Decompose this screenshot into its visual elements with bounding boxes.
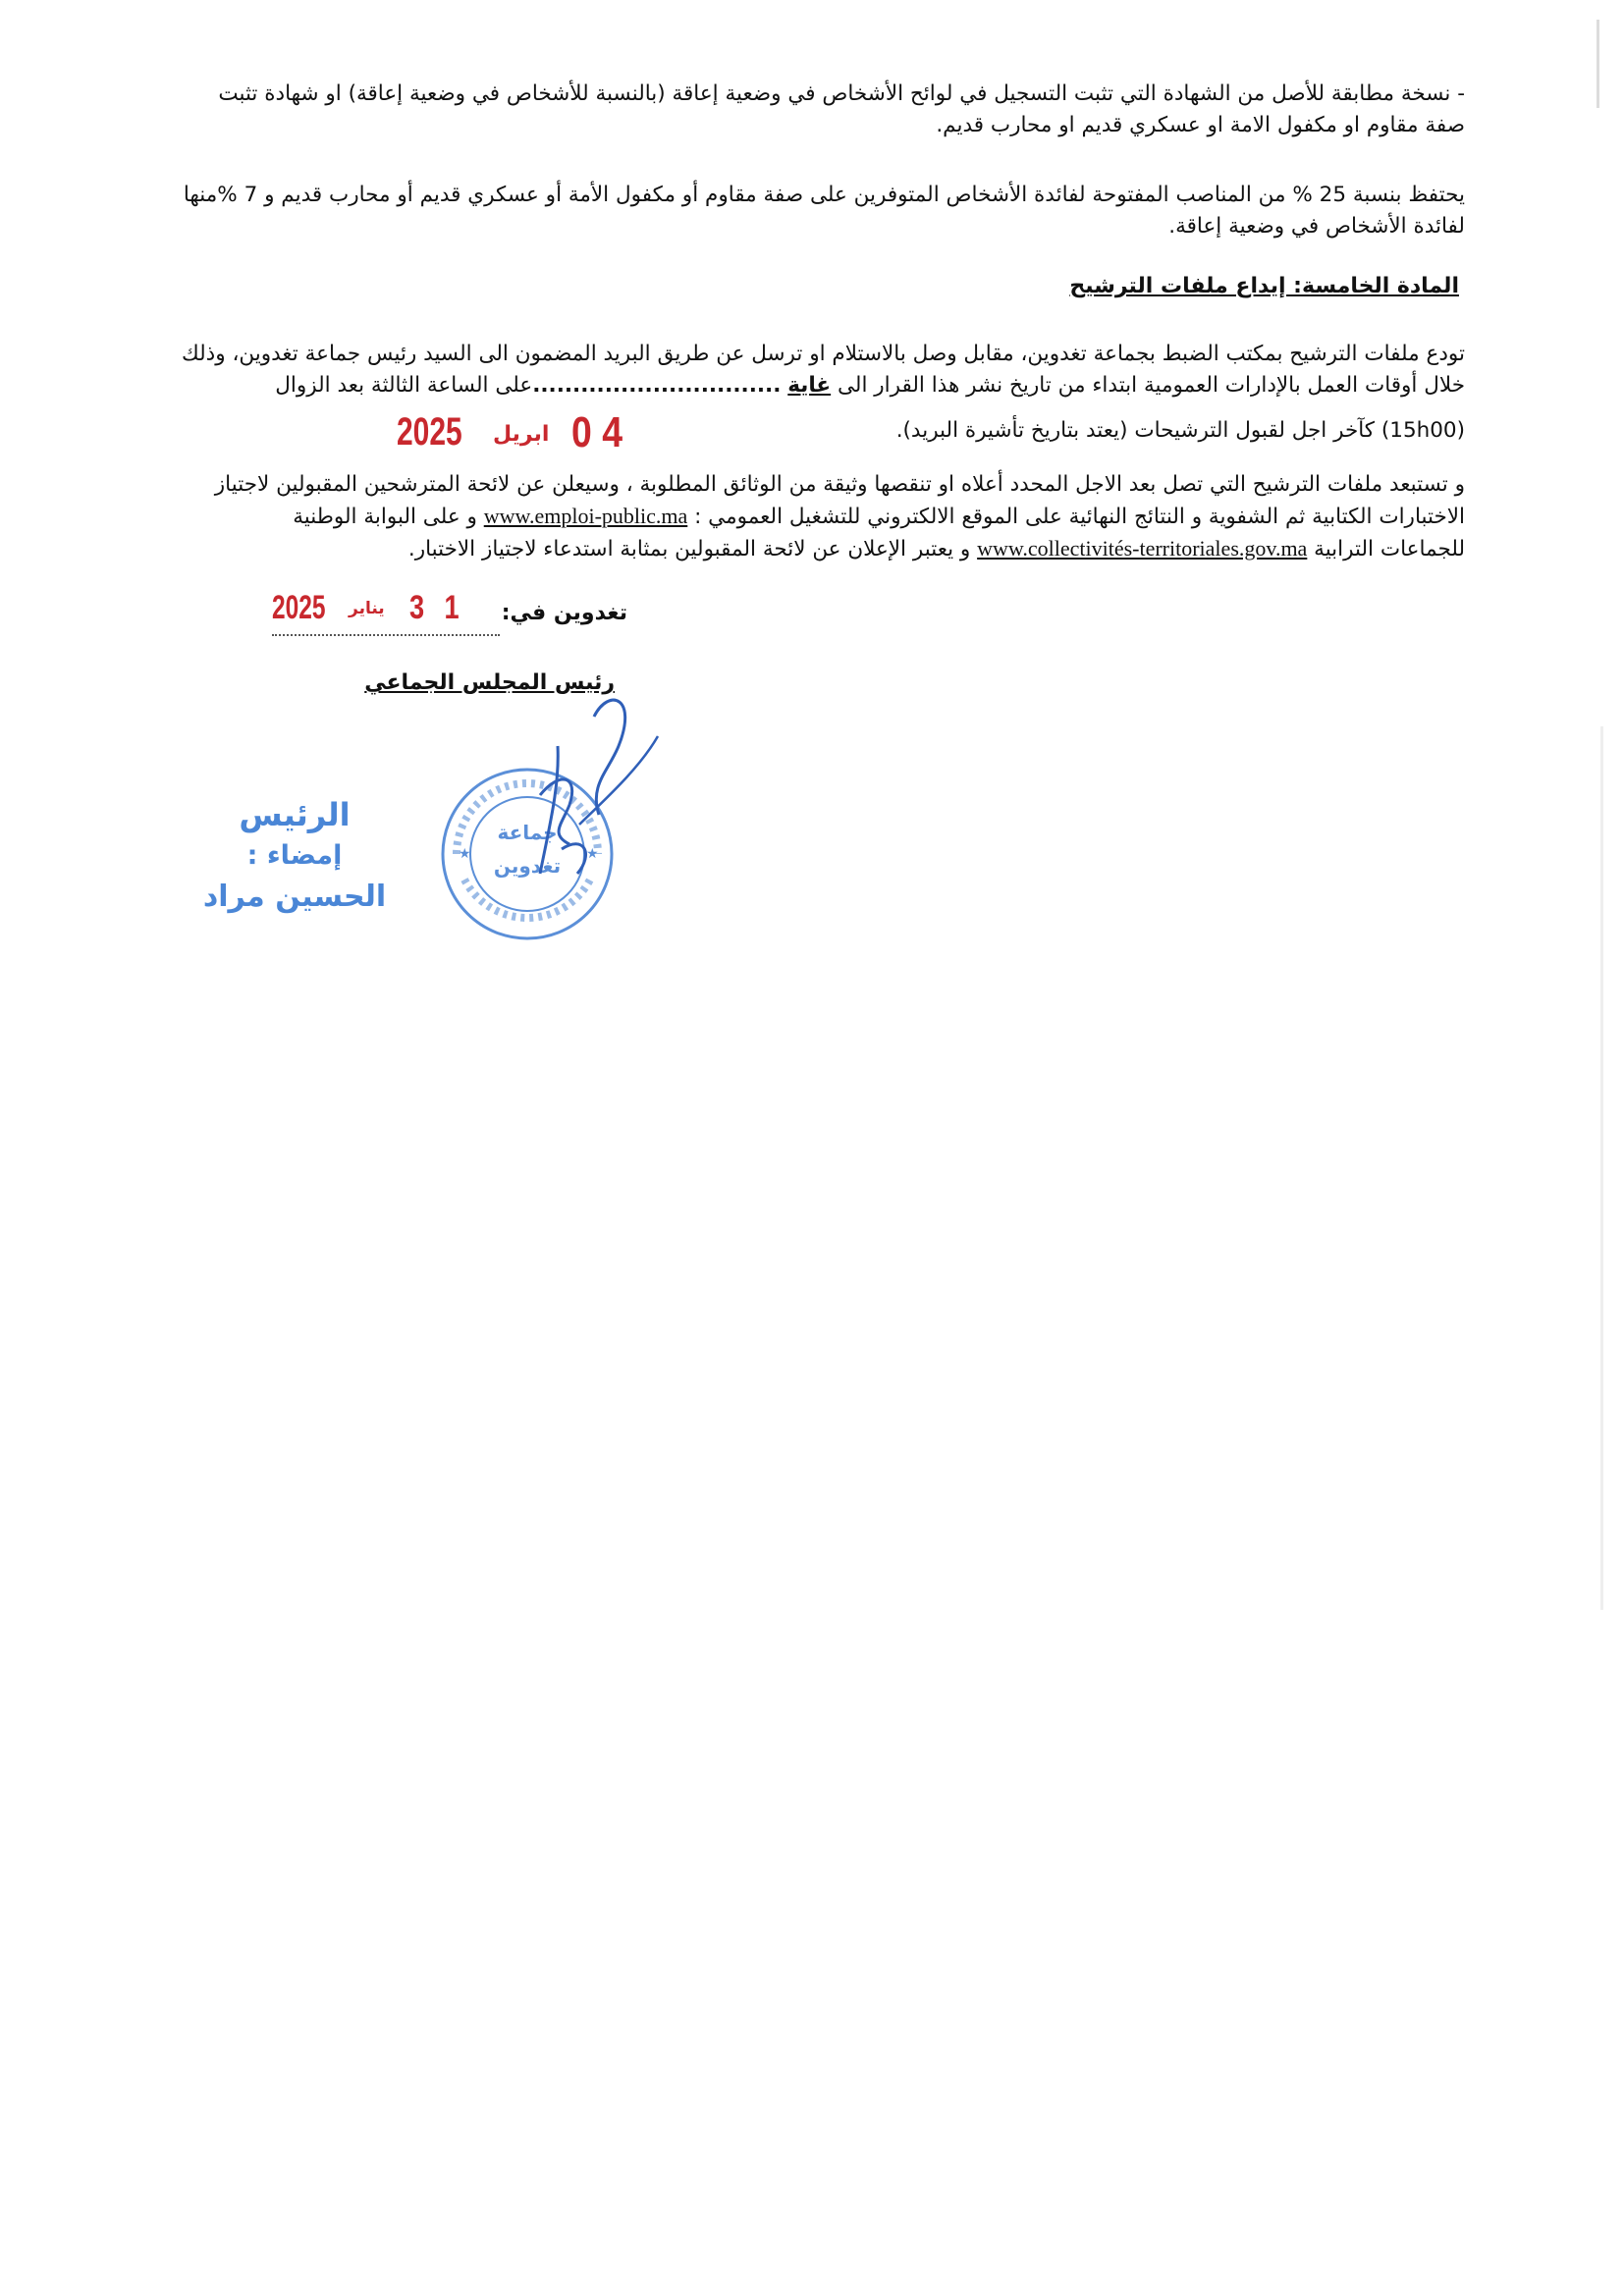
paragraph-certificate	[81, 79, 1465, 141]
name-stamp	[162, 793, 427, 919]
stamp-day: 3 1	[409, 589, 466, 626]
paragraph-line: و تستبعد ملفات الترشيح التي تصل بعد الاجل المحدد أعلاه او تنقصها وثيقة من الوثائق المطلوبة ، وسيعلن عن لائحة المترشحين المقبولين لاجتياز	[214, 472, 1465, 497]
deadline-label: غاية	[787, 373, 832, 398]
paragraph-line: يحتفظ بنسبة 25 % من المناصب المفتوحة لفائدة الأشخاص المتوفرين على صفة مقاوم أو مكفول الأمة أو عسكري قديم أو محارب قديم و 7 %منها	[183, 183, 1465, 207]
paragraph-line: - نسخة مطابقة للأصل من الشهادة التي تثبت التسجيل في لوائح الأشخاص في وضعية إعاقة (بالنسبة للأشخاص في وضعية إعاقة) او شهادة تثبت	[218, 81, 1465, 106]
svg-text:★: ★	[459, 846, 471, 862]
paragraph-line: لفائدة الأشخاص في وضعية إعاقة.	[1168, 214, 1465, 239]
scan-edge-mark	[1597, 20, 1599, 108]
line-text: على الساعة الثالثة بعد الزوال	[275, 373, 533, 398]
stamp-month: يناير	[349, 599, 385, 618]
paragraph-results	[81, 469, 1465, 565]
scan-edge-mark	[1600, 726, 1603, 1610]
deadline-dots: ...............................	[532, 373, 782, 398]
stamp-year: 2025	[272, 589, 326, 626]
paragraph-line: صفة مقاوم او مكفول الامة او عسكري قديم او محارب قديم.	[936, 113, 1465, 137]
stamp-month: ابريل	[493, 422, 550, 447]
place-date-label: تغدوين في:	[501, 601, 627, 625]
collectivites-link[interactable]: www.collectivités-territoriales.gov.ma	[977, 536, 1308, 561]
paragraph-line	[81, 501, 1465, 533]
line-text: خلال أوقات العمل بالإدارات العمومية ابتداء من تاريخ نشر هذا القرار الى	[837, 373, 1465, 398]
line-text: للجماعات الترابية	[1314, 537, 1465, 561]
seal-text-1: جماعة	[497, 821, 558, 844]
svg-text:★: ★	[586, 846, 599, 862]
signatory-title: رئيس المجلس الجماعي	[364, 670, 615, 695]
article-heading: المادة الخامسة: إيداع ملفات الترشيح	[1069, 274, 1459, 298]
signing-date	[272, 589, 500, 636]
line-text: الاختبارات الكتابية ثم الشفوية و النتائج النهائية على الموقع الالكتروني للتشغيل العمومي :	[694, 505, 1465, 529]
paragraph-line	[81, 533, 1465, 565]
paragraph-line: (15h00) كآخر اجل لقبول الترشيحات (يعتد بتاريخ تأشيرة البريد).	[895, 418, 1465, 443]
seal-text-2: تغدوين	[493, 854, 562, 878]
paragraph-quota	[81, 180, 1465, 242]
stamp-name: الحسين مراد	[202, 880, 387, 914]
stamp-day: 0 4	[571, 408, 623, 456]
stamp-year: 2025	[397, 410, 462, 454]
line-text: و يعتبر الإعلان عن لائحة المقبولين بمثابة استدعاء لاجتياز الاختبار.	[407, 537, 971, 561]
stamp-title: الرئيس	[239, 796, 351, 833]
handwritten-signature	[501, 677, 668, 903]
paragraph-line: تودع ملفات الترشيح بمكتب الضبط بجماعة تغدوين، مقابل وصل بالاستلام او ترسل عن طريق البريد المضمون الى السيد رئيس جماعة تغدوين، وذلك	[181, 342, 1465, 366]
line-text: و على البوابة الوطنية	[293, 505, 477, 529]
emploi-public-link[interactable]: www.emploi-public.ma	[483, 504, 688, 528]
deadline-date-stamp	[344, 408, 776, 463]
paragraph-line	[81, 370, 1465, 401]
stamp-signature-label: إمضاء :	[246, 840, 343, 871]
